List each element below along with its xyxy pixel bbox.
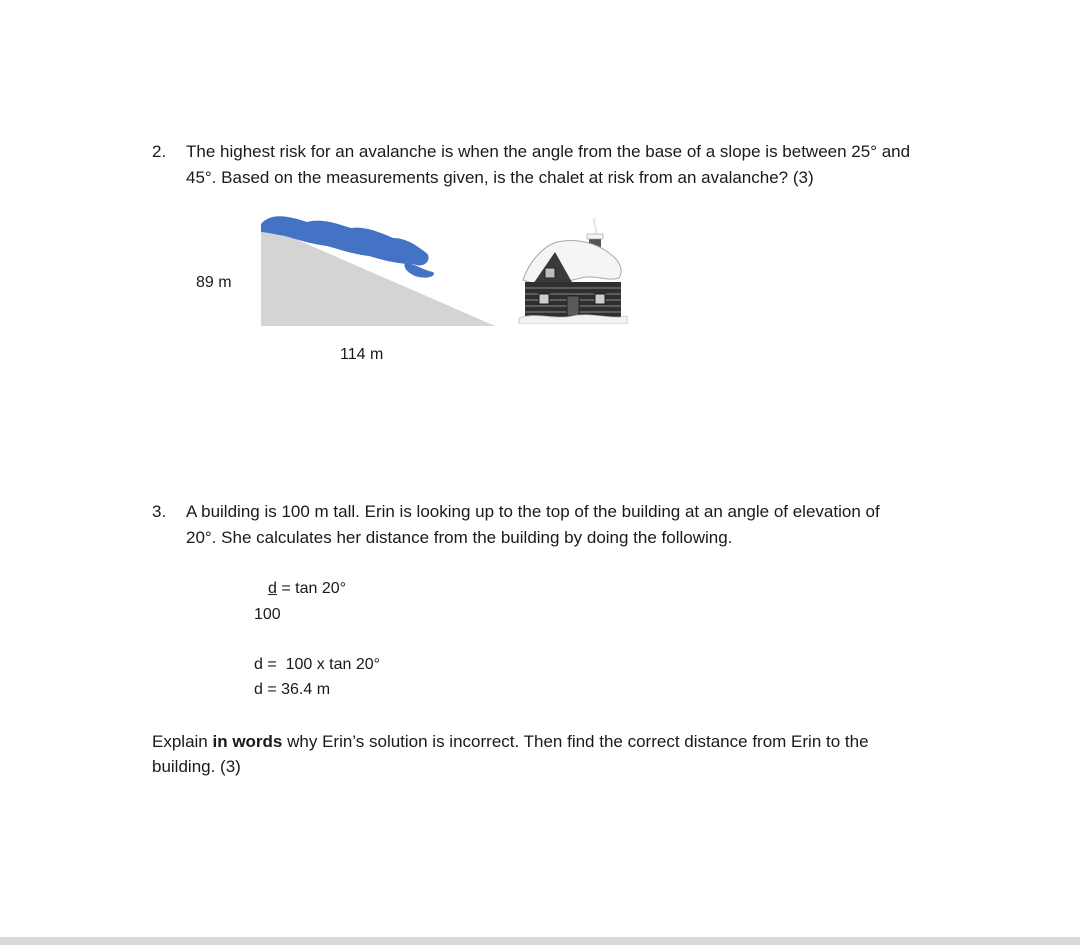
explain-prompt xyxy=(152,729,982,779)
question-number: 2. xyxy=(152,142,167,161)
equation-rhs: = tan 20° xyxy=(281,580,347,597)
explain-text-pre: Explain xyxy=(152,732,213,751)
height-label: 89 m xyxy=(196,274,232,291)
chalet-icon xyxy=(515,212,630,324)
equation-3: d = 36.4 m xyxy=(254,681,331,698)
explain-bold: in words xyxy=(212,732,283,751)
equation-1 xyxy=(268,576,346,601)
equation-2: d = 100 x tan 20° xyxy=(254,656,381,673)
explain-line-2: building. (3) xyxy=(152,757,241,776)
question-line-2: 20°. She calculates her distance from the building by doing the following. xyxy=(186,528,733,547)
question-text xyxy=(186,499,1006,551)
question-line-2: 45°. Based on the measurements given, is the chalet at risk from an avalanche? (3) xyxy=(186,168,814,187)
explain-line-1 xyxy=(152,729,982,754)
fraction-denominator: 100 xyxy=(254,606,281,623)
page-bottom-border xyxy=(0,937,1080,945)
question-number: 3. xyxy=(152,502,167,521)
base-label: 114 m xyxy=(340,346,384,363)
question-line-1: A building is 100 m tall. Erin is looking up to the top of the building at an angle of elevation of xyxy=(186,502,880,521)
question-line-1: The highest risk for an avalanche is when the angle from the base of a slope is between 25° and xyxy=(186,142,911,161)
slope-diagram xyxy=(255,210,500,330)
fraction-numerator: d xyxy=(268,580,277,597)
explain-text-post: why Erin’s solution is incorrect. Then find the correct distance from Erin to the xyxy=(282,732,869,751)
question-text xyxy=(186,139,1006,191)
